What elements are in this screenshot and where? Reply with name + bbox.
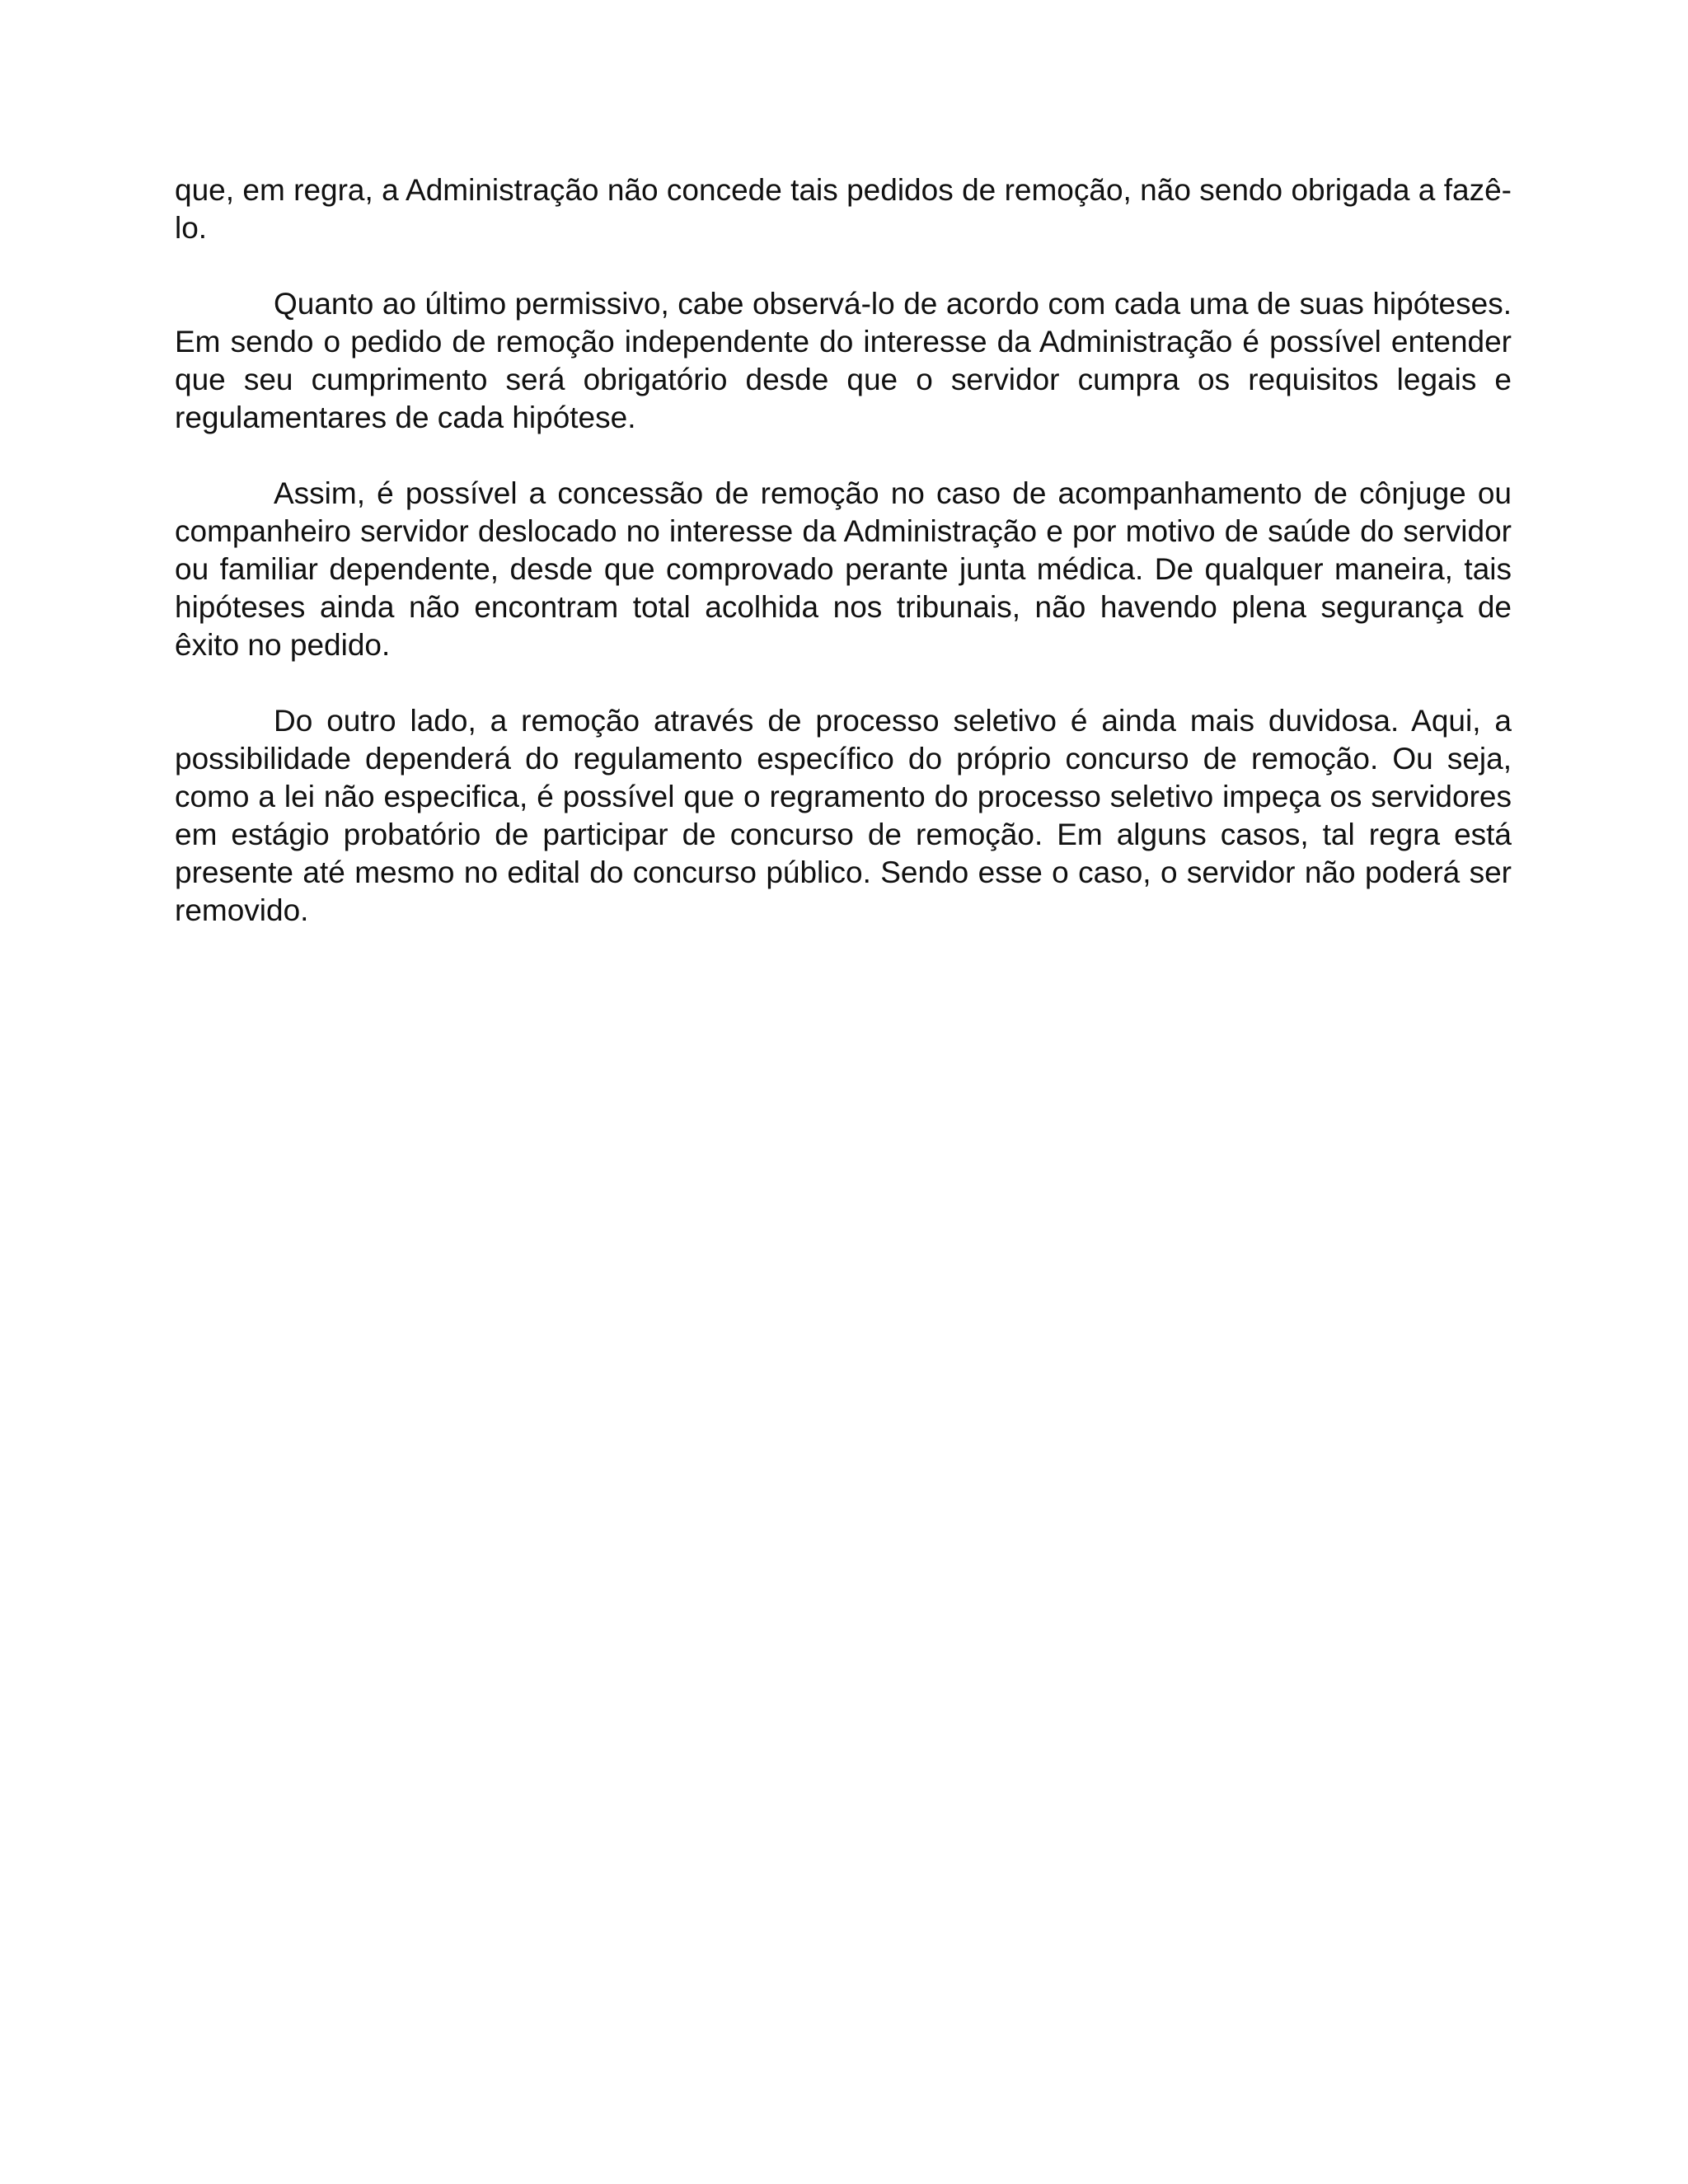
paragraph-selective-process: Do outro lado, a remoção através de processo seletivo é ainda mais duvidosa. Aqui, a possibilidade dependerá do regulamento específico do próprio concurso de remoção. Ou seja, como a lei não especifica, é possível que o regramento do processo seletivo impeça os servidores em estágio probatório de participar de concurso de remoção. Em alguns casos, tal regra está presente até mesmo no edital do concurso público. Sendo esse o caso, o servidor não poderá ser removido.	[175, 704, 1512, 927]
body-text	[175, 171, 1512, 968]
paragraph-spouse-health: Assim, é possível a concessão de remoção no caso de acompanhamento de cônjuge ou companheiro servidor deslocado no interesse da Administração e por motivo de saúde do servidor ou familiar dependente, desde que comprovado perante junta médica. De qualquer maneira, tais hipóteses ainda não encontram total acolhida nos tribunais, não havendo plena segurança de êxito no pedido.	[175, 476, 1512, 662]
paragraph-continuation: que, em regra, a Administração não concede tais pedidos de remoção, não sendo obrigada a fazê-lo.	[175, 173, 1512, 245]
paragraph-last-permissive: Quanto ao último permissivo, cabe observá-lo de acordo com cada uma de suas hipóteses. Em sendo o pedido de remoção independente do interesse da Administração é possível entender que seu cumprimento será obrigatório desde que o servidor cumpra os requisitos legais e regulamentares de cada hipótese.	[175, 287, 1512, 434]
